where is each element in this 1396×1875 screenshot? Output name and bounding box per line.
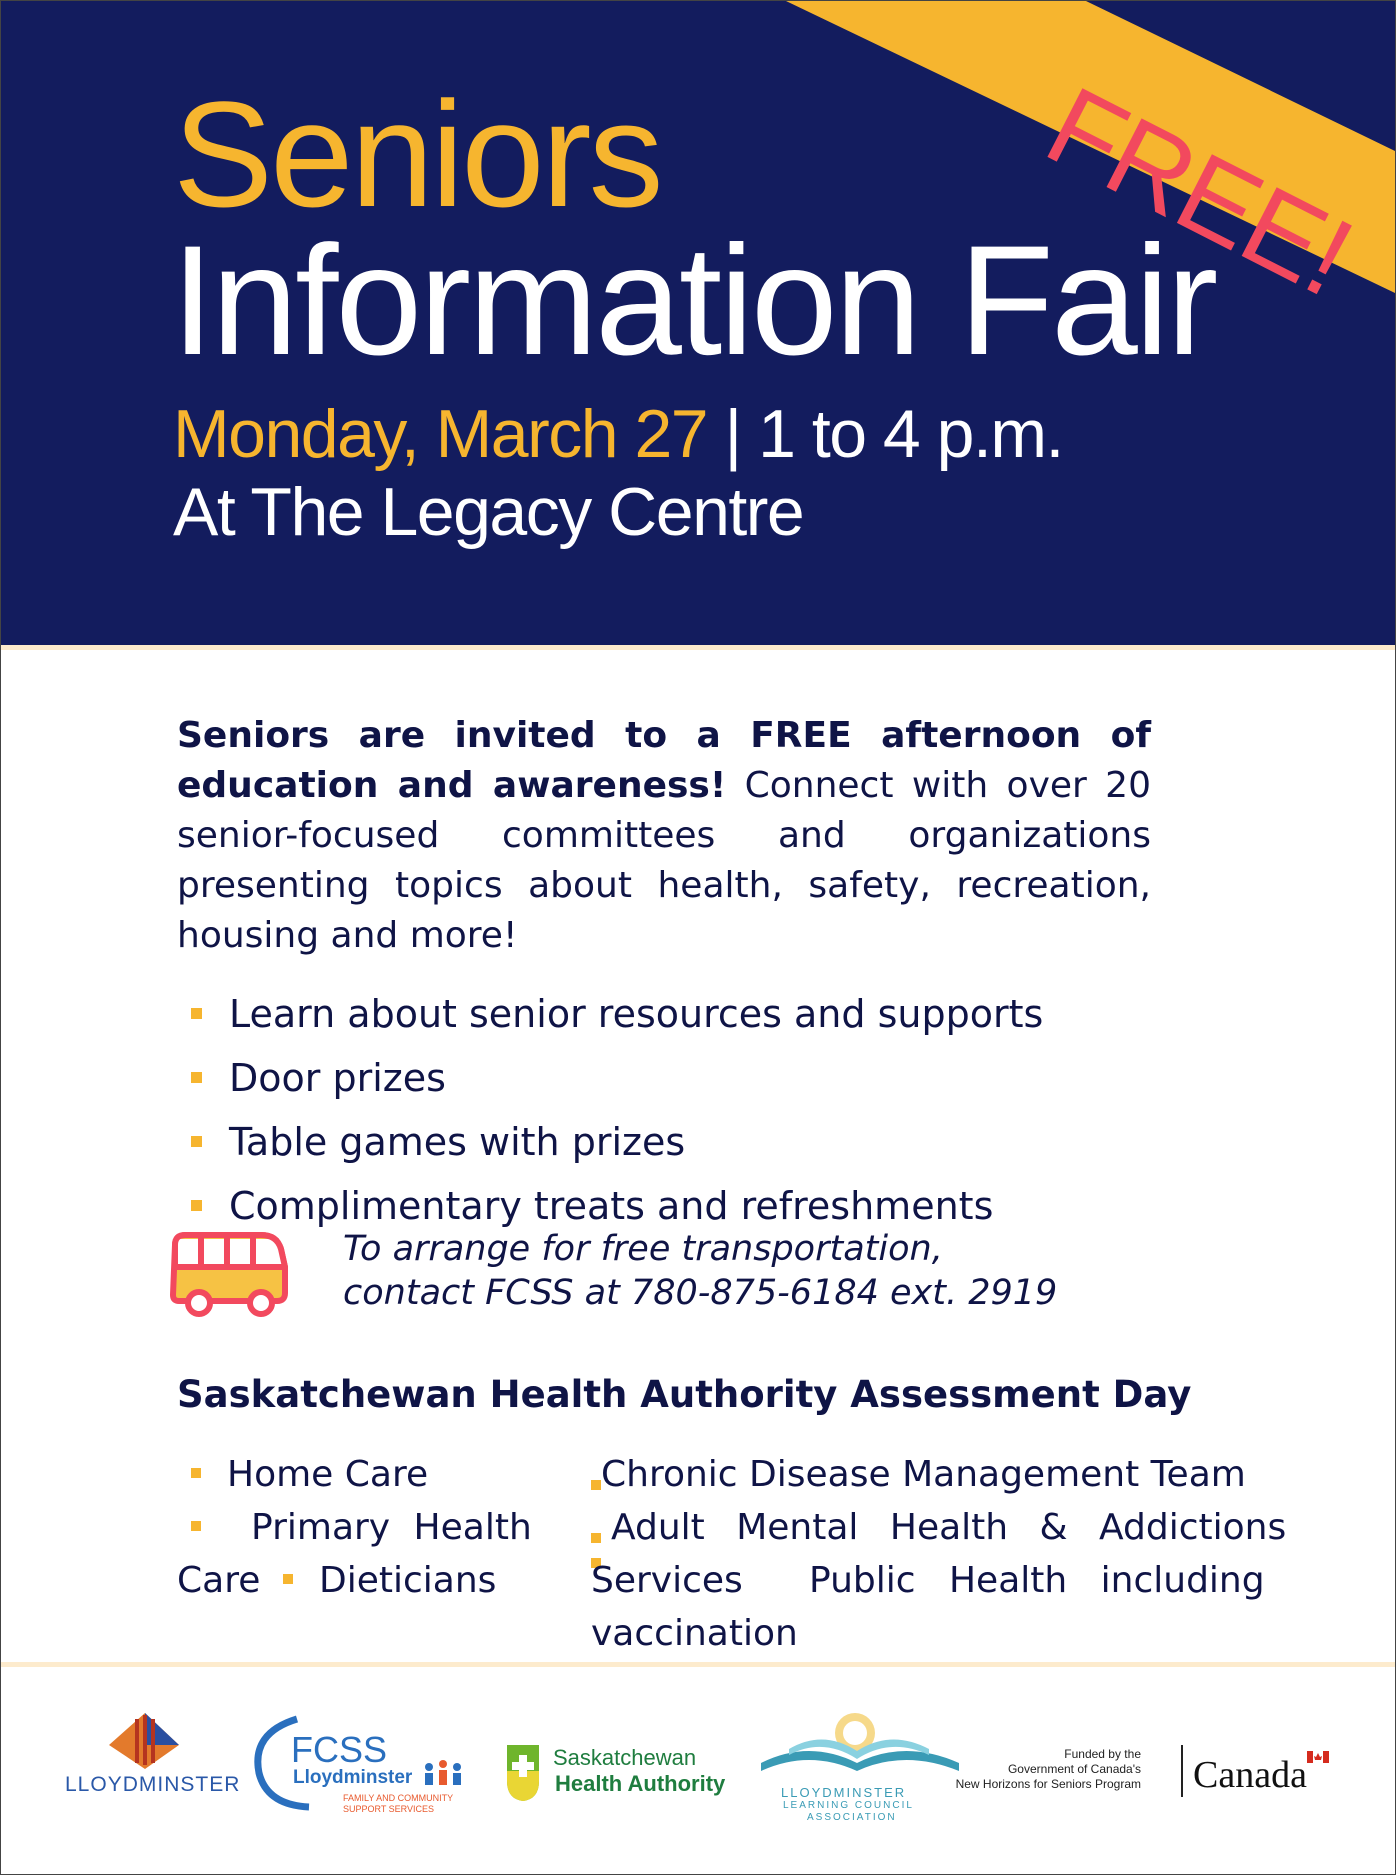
title-seniors: Seniors — [173, 70, 661, 238]
list-item: Learn about senior resources and supports — [177, 989, 1043, 1053]
bus-icon — [169, 1231, 293, 1323]
list-item: Care Dieticians — [177, 1560, 497, 1601]
bullet-icon — [591, 1533, 601, 1543]
footer-divider — [1, 1662, 1395, 1667]
free-badge: FREE! — [1028, 62, 1371, 320]
list-item: Adult Mental Health & Addictions — [591, 1501, 1267, 1554]
llca-logo: LLOYDMINSTER LEARNING COUNCIL ASSOCIATION — [759, 1709, 959, 1829]
canada-flag-icon — [1307, 1751, 1329, 1763]
list-item: Door prizes — [177, 1053, 1043, 1117]
sha-logo: Saskatchewan Health Authority — [503, 1737, 753, 1807]
lloydminster-emblem-icon — [61, 1709, 241, 1769]
family-icon — [421, 1759, 465, 1789]
date-separator: | — [724, 396, 741, 472]
bullet-icon — [191, 1008, 202, 1019]
list-item: Table games with prizes — [177, 1117, 1043, 1181]
event-venue: At The Legacy Centre — [173, 474, 804, 550]
assessment-left-column — [177, 1448, 547, 1607]
logo-divider — [1181, 1745, 1183, 1797]
lloydminster-logo: LLOYDMINSTER — [61, 1709, 241, 1809]
header-divider — [1, 645, 1395, 650]
bullet-icon — [283, 1574, 293, 1584]
canada-funding-logo: Funded by the Government of Canada's New Horizons for Seniors Program Canada — [961, 1745, 1341, 1805]
health-cross-icon — [503, 1741, 543, 1803]
transportation-line-2: contact FCSS at 780-875-6184 ext. 2919 — [343, 1273, 1058, 1313]
bullet-icon — [191, 1468, 201, 1478]
list-item: Chronic Disease Management Team — [591, 1448, 1267, 1501]
event-date: Monday, March 27 — [173, 396, 708, 472]
assessment-day-title: Saskatchewan Health Authority Assessment Day — [177, 1373, 1192, 1416]
fcss-logo: FCSS Lloydminster FAMILY AND COMMUNITY SUPPORT SERVICES — [251, 1713, 471, 1823]
bullet-icon — [191, 1521, 201, 1531]
bullet-icon — [191, 1136, 202, 1147]
bullet-icon — [191, 1072, 202, 1083]
transportation-info — [343, 1227, 1057, 1315]
transportation-line-1: To arrange for free transportation, — [343, 1229, 943, 1269]
bullet-icon — [591, 1480, 601, 1490]
highlights-list — [177, 989, 1043, 1245]
list-item: Primary Health — [177, 1501, 547, 1554]
bullet-icon — [191, 1200, 202, 1211]
intro-text: Connect with over 20 senior-focused committees and organizations presenting topics about health, safety, recreation, housing and more! — [177, 765, 1151, 956]
assessment-right-column — [591, 1448, 1287, 1660]
intro-paragraph — [177, 711, 1151, 961]
list-item: Home Care — [177, 1448, 547, 1501]
list-item: Services Public Health including — [591, 1560, 1265, 1601]
title-information-fair: Information Fair — [171, 214, 1216, 388]
list-item: Complimentary treats and refreshments — [177, 1181, 1043, 1245]
header-banner — [1, 1, 1395, 645]
intro-bold: Seniors are invited to a FREE afternoon of education and awareness! — [177, 715, 1151, 806]
book-sun-icon — [759, 1709, 959, 1785]
event-time: 1 to 4 p.m. — [758, 396, 1063, 472]
event-date-time — [173, 396, 1063, 472]
list-item-continued: vaccination — [591, 1613, 798, 1654]
